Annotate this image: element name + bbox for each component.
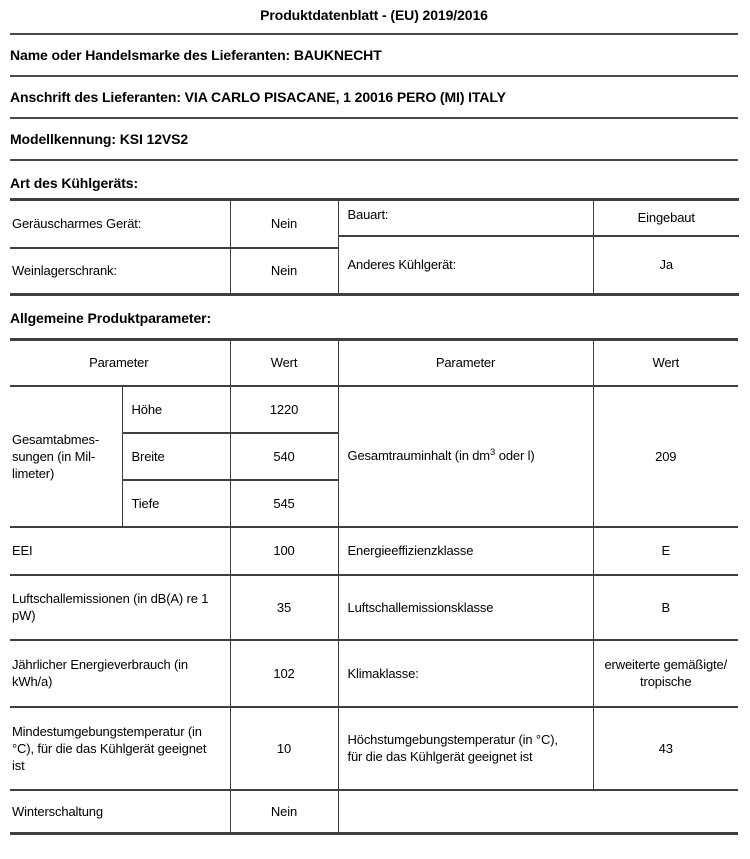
dimension-label-tiefe: Tiefe <box>122 480 230 527</box>
param-label-cell-winterschaltung: Winterschaltung <box>10 790 230 834</box>
page-title: Produktdatenblatt - (EU) 2019/2016 <box>260 7 488 23</box>
type-table-left <box>10 198 339 296</box>
dimension-label-hoehe: Höhe <box>122 386 230 433</box>
param-value-cell-luftschallemissionsklasse: B <box>593 575 738 640</box>
table-row <box>339 200 739 236</box>
supplier-name-line: Name oder Handelsmarke des Lieferanten: BAUKNECHT <box>10 47 382 63</box>
volume-value: 209 <box>593 386 738 527</box>
param-label-cell-klimaklasse: Klimaklasse: <box>338 640 593 707</box>
param-label-cell-mindesttemperatur: Mindestumgebungstemperatur (in °C), für die das Kühlgerät geeignet ist <box>10 707 230 790</box>
dimension-value-breite: 540 <box>230 433 338 480</box>
table-row <box>339 236 739 295</box>
param-label-cell-luftschallemissionsklasse: Luftschallemissionsklasse <box>338 575 593 640</box>
supplier-address-line: Anschrift des Lieferanten: VIA CARLO PISACANE, 1 20016 PERO (MI) ITALY <box>10 89 506 105</box>
type-table-right <box>339 198 739 296</box>
parameters-table <box>10 338 738 835</box>
param-value-cell-energieverbrauch: 102 <box>230 640 338 707</box>
param-label-cell-luftschallemissionen: Luftschallemissionen (in dB(A) re 1 pW) <box>10 575 230 640</box>
general-section-heading: Allgemeine Produktparameter: <box>10 310 212 326</box>
param-label-cell-weinlagerschrank: Weinlagerschrank: <box>10 248 230 295</box>
volume-label <box>338 386 593 527</box>
dimension-label-breite: Breite <box>122 433 230 480</box>
param-label-cell-eei: EEI <box>10 527 230 575</box>
param-value-cell-weinlagerschrank: Nein <box>230 248 338 295</box>
type-table <box>10 198 738 296</box>
table-row <box>10 386 738 433</box>
param-value-cell-bauart: Eingebaut <box>594 200 739 236</box>
dimensions-group-label: Gesamtabmes- sungen (in Mil- limeter) <box>10 386 122 527</box>
param-label-cell-bauart: Bauart: <box>339 200 594 236</box>
table-row <box>10 527 738 575</box>
column-header-parameter-right: Parameter <box>338 340 593 386</box>
param-value-cell-eei: 100 <box>230 527 338 575</box>
table-row <box>10 248 338 295</box>
model-id-line: Modellkennung: KSI 12VS2 <box>10 131 189 147</box>
dimension-value-hoehe: 1220 <box>230 386 338 433</box>
table-row <box>10 200 338 248</box>
column-header-wert-left: Wert <box>230 340 338 386</box>
param-label-cell-geraeuscharm: Geräuscharmes Gerät: <box>10 200 230 248</box>
param-label-cell-energieeffizienzklasse: Energieeffizienzklasse <box>338 527 593 575</box>
param-label-cell-hoechsttemperatur: Höchstumgebungstemperatur (in °C), für die das Kühlgerät geeignet ist <box>338 707 593 790</box>
type-section-heading: Art des Kühlgeräts: <box>10 175 139 191</box>
param-value-cell-klimaklasse: erweiterte gemäßigte/ tropische <box>593 640 738 707</box>
volume-label-suffix: oder l) <box>495 447 535 463</box>
volume-label-superscript: 3 <box>490 447 496 458</box>
param-value-cell-winterschaltung: Nein <box>230 790 338 834</box>
empty-merged-cell <box>338 790 738 834</box>
param-value-cell-geraeuscharm: Nein <box>230 200 338 248</box>
column-header-wert-right: Wert <box>593 340 738 386</box>
column-header-parameter-left: Parameter <box>10 340 230 386</box>
param-value-cell-hoechsttemperatur: 43 <box>593 707 738 790</box>
table-row <box>10 640 738 707</box>
param-value-cell-luftschallemissionen: 35 <box>230 575 338 640</box>
dimension-value-tiefe: 545 <box>230 480 338 527</box>
param-value-cell-energieeffizienzklasse: E <box>593 527 738 575</box>
param-label-cell-anderes-kuehlgeraet: Anderes Kühlgerät: <box>339 236 594 295</box>
volume-label-text: Gesamtrauminhalt (in dm <box>347 447 490 463</box>
table-row <box>10 790 738 834</box>
param-label-cell-energieverbrauch: Jährlicher Energieverbrauch (in kWh/a) <box>10 640 230 707</box>
table-row <box>10 575 738 640</box>
table-header-row <box>10 340 738 386</box>
table-row <box>10 707 738 790</box>
param-value-cell-mindesttemperatur: 10 <box>230 707 338 790</box>
param-value-cell-anderes-kuehlgeraet: Ja <box>594 236 739 295</box>
